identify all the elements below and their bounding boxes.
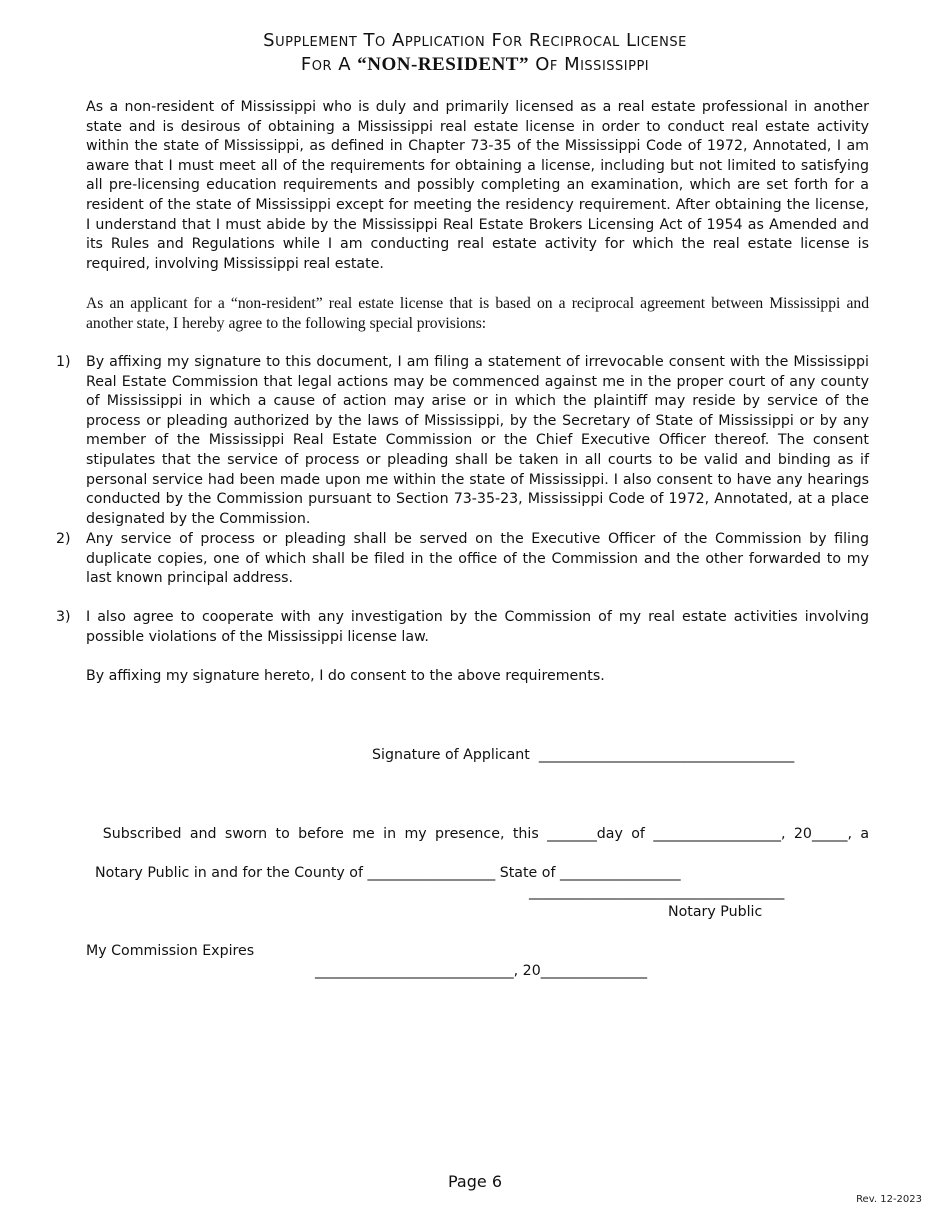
year-field[interactable]: _____ — [811, 825, 848, 842]
subscribed-end-text: , a — [847, 825, 870, 842]
applicant-signature-label: Signature of Applicant — [372, 746, 530, 763]
day-of-text: day of — [596, 825, 645, 842]
provision-2 — [56, 530, 869, 589]
notary-county-text: Notary Public in and for the County of — [95, 864, 363, 881]
subscribed-row — [86, 805, 869, 844]
provision-number: 1) — [56, 354, 71, 370]
form-title-text: Supplement To Application For Reciprocal License — [263, 30, 687, 51]
subscribed-text: Subscribed and sworn to before me in my presence, this — [102, 825, 539, 842]
consent-statement: By affixing my signature hereto, I do consent to the above requirements. — [86, 668, 605, 684]
form-title-pre: For A — [300, 54, 352, 75]
form-title-line1 — [0, 30, 950, 51]
county-field[interactable]: __________________ — [367, 864, 496, 881]
commission-year-field[interactable]: _______________ — [540, 962, 648, 979]
provision-text: By affixing my signature to this document, I am filing a statement of irrevocable consent with the Mississippi Real Estate Commission that legal actions may be commenced against me in the proper court of any county of Mississippi in which a cause of action may arise or in which the plaintiff may reside by service of the process or pleading authorized by the laws of Mississippi, by the Secretary of State of Mississippi or by any member of the Mississippi Real Estate Commission or the Chief Executive Officer thereof. The consent stipulates that the service of process or pleading shall be taken in all courts to be valid and binding as if personal service had been made upon me within the state of Mississippi. I also consent to have any hearings conducted by the Commission pursuant to Section 73-35-23, Mississippi Code of 1972, Annotated, at a place designated by the Commission. — [86, 354, 869, 527]
commission-expires-row — [306, 942, 647, 981]
year-prefix-text: , 20 — [781, 825, 812, 842]
form-title-post: Of Mississippi — [535, 54, 650, 75]
provision-number: 2) — [56, 531, 71, 547]
revision-label: Rev. 12-2023 — [856, 1194, 922, 1205]
month-field[interactable]: __________________ — [653, 825, 782, 842]
agreement-intro-paragraph: As an applicant for a “non-resident” real estate license that is based on a reciprocal agreement between Mississippi and another state, I hereby agree to the following special provisions: — [86, 295, 869, 332]
provision-3 — [56, 608, 869, 647]
applicant-signature-row — [363, 726, 794, 765]
intro-paragraph: As a non-resident of Mississippi who is duly and primarily licensed as a real estate professional in another state and is desirous of obtaining a Mississippi real estate license in order to conduct real estate activity within the state of Mississippi, as defined in Chapter 73-35 of the Mississippi Code of 1972, Annotated, I am aware that I must meet all of the requirements for obtaining a license, including but not limited to satisfying all pre-licensing education requirements and possibly completing an examination, which are set forth for a resident of the state of Mississippi except for meeting the residency requirement. After obtaining the license, I understand that I must abide by the Mississippi Real Estate Brokers Licensing Act of 1954 as Amended and its Rules and Regulations while I am conducting real estate activity for which the real estate license is required, involving Mississippi real estate. — [86, 99, 869, 272]
commission-year-prefix: , 20 — [513, 962, 541, 979]
commission-expires-label: My Commission Expires — [86, 943, 255, 959]
notary-public-label: Notary Public — [668, 904, 763, 920]
provision-1 — [56, 353, 869, 529]
form-title-nonresident: “NON-RESIDENT” — [357, 54, 529, 75]
provision-number: 3) — [56, 609, 71, 625]
applicant-signature-field[interactable]: ____________________________________ — [538, 746, 795, 763]
provision-text: I also agree to cooperate with any investigation by the Commission of my real estate activities involving possible violations of the Mississippi license law. — [86, 609, 869, 645]
provision-text: Any service of process or pleading shall be served on the Executive Officer of the Commission by filing duplicate copies, one of which shall be filed in the office of the Commission and the other forwarded to my last known principal address. — [86, 531, 869, 587]
state-field[interactable]: _________________ — [559, 864, 681, 881]
state-label: State of — [499, 864, 556, 881]
day-field[interactable]: _______ — [547, 825, 597, 842]
form-title-line2 — [0, 54, 950, 76]
notary-county-row — [86, 844, 681, 883]
commission-date-field[interactable]: ____________________________ — [315, 962, 514, 979]
notary-signature-field[interactable]: ____________________________________ — [529, 884, 785, 900]
page-number: Page 6 — [448, 1172, 502, 1191]
